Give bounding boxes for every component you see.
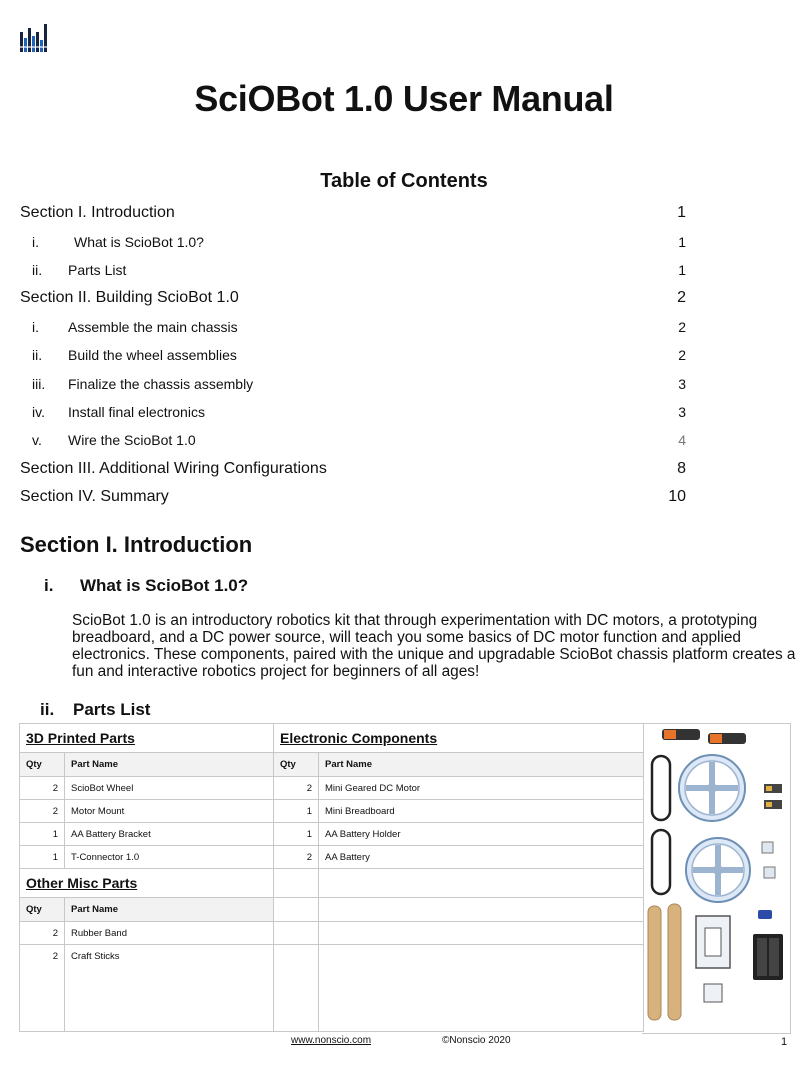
part-name-cell: AA Battery bbox=[319, 846, 644, 869]
table-header-row bbox=[20, 898, 644, 922]
toc-label: What is ScioBot 1.0? bbox=[74, 234, 204, 250]
table-header-row bbox=[20, 753, 644, 777]
qty-cell: 1 bbox=[20, 823, 65, 846]
table-row bbox=[20, 777, 644, 800]
toc-label: Section III. Additional Wiring Configurations bbox=[20, 460, 327, 477]
qty-cell: 1 bbox=[274, 800, 319, 823]
empty-cell bbox=[274, 922, 319, 945]
toc-label: Build the wheel assemblies bbox=[68, 347, 237, 363]
toc-number: i. bbox=[32, 319, 39, 335]
toc-label: Section I. Introduction bbox=[20, 204, 175, 221]
page-title: SciOBot 1.0 User Manual bbox=[194, 78, 614, 119]
toc-entry[interactable] bbox=[0, 488, 808, 512]
wheel-icon bbox=[679, 755, 745, 821]
toc-label: Finalize the chassis assembly bbox=[68, 376, 254, 392]
part-name-cell: T-Connector 1.0 bbox=[65, 846, 274, 869]
subsection-number: ii. bbox=[40, 700, 55, 719]
part-name-header: Part Name bbox=[65, 753, 274, 777]
part-name-cell: Motor Mount bbox=[65, 800, 274, 823]
toc-entry[interactable] bbox=[0, 347, 808, 371]
qty-cell: 2 bbox=[274, 777, 319, 800]
section-heading: Section I. Introduction bbox=[20, 532, 253, 557]
table-row bbox=[20, 922, 644, 945]
subsection-title: What is ScioBot 1.0? bbox=[80, 576, 249, 595]
toc-label: Install final electronics bbox=[68, 404, 205, 420]
empty-cell bbox=[274, 945, 319, 1032]
qty-cell: 2 bbox=[20, 777, 65, 800]
toc-entry[interactable] bbox=[0, 404, 808, 428]
part-name-cell: Craft Sticks bbox=[65, 945, 274, 1032]
footer-website-link[interactable]: www.nonscio.com bbox=[291, 1035, 372, 1046]
toc-number: iv. bbox=[32, 404, 45, 420]
part-name-header: Part Name bbox=[65, 898, 274, 922]
intro-paragraph: ScioBot 1.0 is an introductory robotics kit that through experimentation with DC motors, a prototyping breadboard, and a DC power source, will teach you some basics of DC motor function and applied electronics. These components, paired with the unique and upgradable ScioBot chassis platform creates a fun and interactive robotics project for beginners of all ages! bbox=[72, 612, 796, 680]
toc-label: Assemble the main chassis bbox=[68, 319, 238, 335]
toc-number: i. bbox=[32, 234, 39, 250]
qty-cell: 2 bbox=[274, 846, 319, 869]
footer-copyright: ©Nonscio 2020 bbox=[442, 1035, 511, 1046]
toc-number: ii. bbox=[32, 347, 43, 363]
empty-cell bbox=[319, 922, 644, 945]
part-name-header: Part Name bbox=[319, 753, 644, 777]
parts-table bbox=[19, 723, 644, 1032]
toc-entry[interactable] bbox=[0, 262, 808, 286]
toc-entry[interactable] bbox=[0, 376, 808, 400]
battery-holder-icon bbox=[753, 934, 783, 980]
table-row bbox=[20, 724, 644, 753]
toc-number: v. bbox=[32, 432, 42, 448]
subsection-number: i. bbox=[44, 576, 54, 595]
toc-label: Wire the ScioBot 1.0 bbox=[68, 432, 196, 448]
dc-motor-icon bbox=[708, 733, 746, 744]
breadboard-icon bbox=[758, 910, 772, 919]
rubber-band-icon bbox=[652, 830, 670, 894]
part-name-cell: Mini Geared DC Motor bbox=[319, 777, 644, 800]
toc-page: 10 bbox=[668, 488, 686, 505]
empty-cell bbox=[319, 898, 644, 922]
table-row bbox=[20, 945, 644, 1032]
subsection-title: Parts List bbox=[73, 700, 151, 719]
qty-cell: 1 bbox=[20, 846, 65, 869]
toc-entry[interactable] bbox=[0, 289, 808, 313]
qty-cell: 1 bbox=[274, 823, 319, 846]
table-row bbox=[20, 846, 644, 869]
toc-label: Section IV. Summary bbox=[20, 488, 169, 505]
empty-cell bbox=[319, 945, 644, 1032]
electronic-components-heading: Electronic Components bbox=[274, 724, 644, 753]
part-name-cell: Mini Breadboard bbox=[319, 800, 644, 823]
toc-label: Parts List bbox=[68, 262, 127, 278]
toc-page: 2 bbox=[678, 319, 686, 335]
toc-entry[interactable] bbox=[0, 432, 808, 456]
page-number: 1 bbox=[781, 1036, 788, 1048]
toc-number: iii. bbox=[32, 376, 46, 392]
toc-page: 1 bbox=[678, 262, 686, 278]
toc-page: 1 bbox=[677, 204, 686, 221]
toc-page: 4 bbox=[678, 432, 686, 448]
connector-icon bbox=[762, 842, 773, 853]
craft-stick-icon bbox=[668, 904, 681, 1020]
toc-number: ii. bbox=[32, 262, 43, 278]
empty-cell bbox=[274, 869, 319, 898]
toc-label: Section II. Building ScioBot 1.0 bbox=[20, 289, 239, 306]
part-name-cell: AA Battery Holder bbox=[319, 823, 644, 846]
toc-page: 8 bbox=[677, 460, 686, 477]
qty-header: Qty bbox=[20, 753, 65, 777]
craft-stick-icon bbox=[648, 906, 661, 1020]
nonscio-logo-icon bbox=[20, 24, 48, 52]
toc-entry[interactable] bbox=[0, 234, 808, 258]
toc-page: 3 bbox=[678, 404, 686, 420]
part-name-cell: Rubber Band bbox=[65, 922, 274, 945]
motor-mount-icon bbox=[764, 784, 782, 809]
qty-cell: 2 bbox=[20, 800, 65, 823]
dc-motor-icon bbox=[662, 729, 700, 740]
table-row bbox=[20, 823, 644, 846]
connector-icon bbox=[764, 867, 775, 878]
toc-page: 2 bbox=[677, 289, 686, 306]
part-name-cell: AA Battery Bracket bbox=[65, 823, 274, 846]
wheel-icon bbox=[686, 838, 750, 902]
empty-cell bbox=[274, 898, 319, 922]
parts-illustration-drawing bbox=[642, 724, 790, 1033]
toc-page: 1 bbox=[678, 234, 686, 250]
misc-parts-heading: Other Misc Parts bbox=[20, 869, 274, 898]
printed-parts-heading: 3D Printed Parts bbox=[20, 724, 274, 753]
toc-entry[interactable] bbox=[0, 204, 808, 228]
t-connector-icon bbox=[704, 984, 722, 1002]
qty-cell: 2 bbox=[20, 945, 65, 1032]
toc-entry[interactable] bbox=[0, 460, 808, 484]
rubber-band-icon bbox=[652, 756, 670, 820]
toc-page: 3 bbox=[678, 376, 686, 392]
toc-entry[interactable] bbox=[0, 319, 808, 343]
qty-cell: 2 bbox=[20, 922, 65, 945]
qty-header: Qty bbox=[20, 898, 65, 922]
toc-page: 2 bbox=[678, 347, 686, 363]
parts-illustration bbox=[642, 723, 791, 1034]
battery-bracket-icon bbox=[696, 916, 730, 968]
toc-heading: Table of Contents bbox=[320, 170, 488, 192]
empty-cell bbox=[319, 869, 644, 898]
table-row bbox=[20, 800, 644, 823]
table-row bbox=[20, 869, 644, 898]
part-name-cell: ScioBot Wheel bbox=[65, 777, 274, 800]
qty-header: Qty bbox=[274, 753, 319, 777]
